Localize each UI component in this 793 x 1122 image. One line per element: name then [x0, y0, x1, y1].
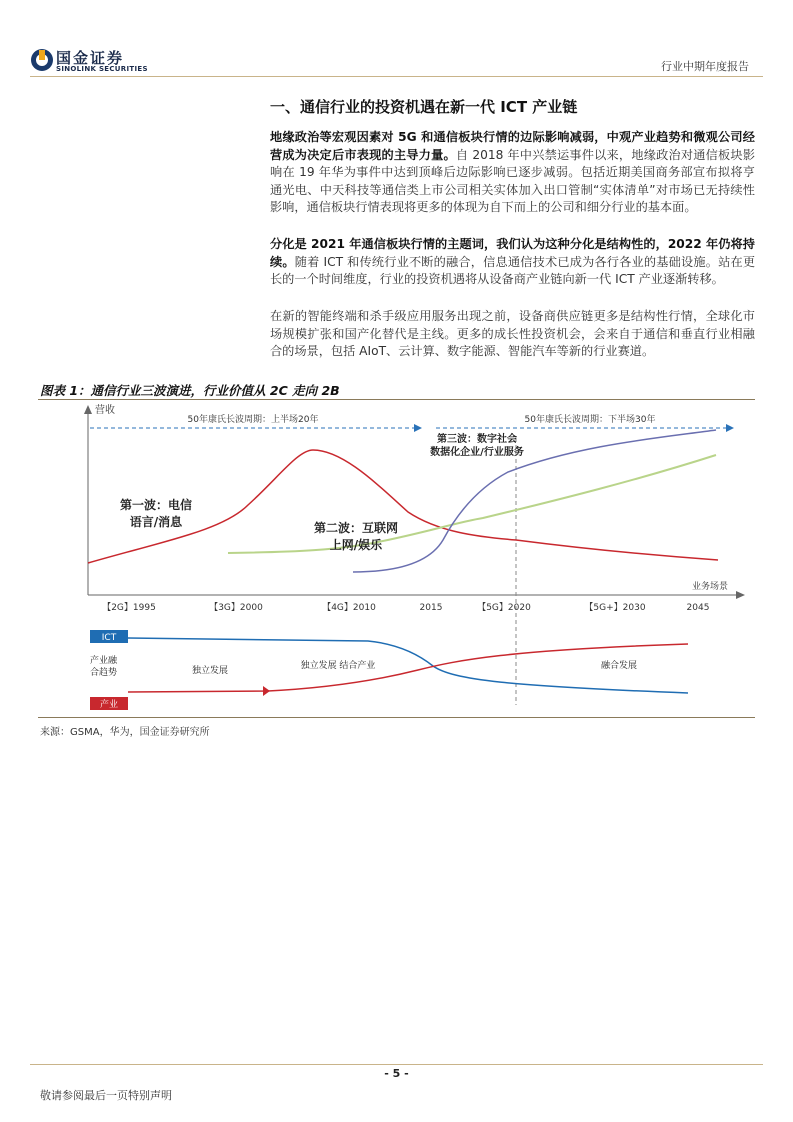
paragraph-1-text: 自 2018 年中兴禁运事件以来，地缘政治对通信板块影响在 19 年华为事件中达到顶峰后边际影响已逐步减弱。包括近期美国商务部宣布拟将亨通光电、中天科技等通信类上市公司相关实体加入出口管制“实体清单”对市场已无持续性影响，通信板块行情表现将更多的体现为自下而上的公司和细分行业的基本面。 — [270, 147, 756, 215]
stage-label-1: 独立发展 — [191, 666, 229, 676]
wave-3-line — [353, 430, 716, 572]
footer-divider — [30, 1064, 763, 1065]
x-tick-label: 【2G】1995 — [102, 603, 156, 613]
trend-row-label-1: 产业融 — [90, 656, 118, 666]
period-2-label: 50年康氏长波周期：下半场30年 — [524, 415, 656, 425]
wave-2-label: 第二波：互联网 — [313, 521, 399, 535]
x-axis-arrow-icon — [736, 591, 745, 599]
figure-source: 来源：GSMA，华为，国金证券研究所 — [40, 727, 210, 738]
x-tick-label: 【3G】2000 — [209, 603, 263, 613]
x-tick-label: 2045 — [686, 603, 710, 613]
header-divider — [30, 76, 763, 77]
industry-legend-label: 产业 — [99, 700, 119, 710]
ict-legend-label: ICT — [101, 633, 117, 643]
paragraph-3 — [270, 308, 755, 361]
period-2-arrowhead-icon — [726, 424, 734, 432]
period-1-label: 50年康氏长波周期：上半场20年 — [187, 415, 319, 425]
period-1-arrowhead-icon — [414, 424, 422, 432]
report-type: 行业中期年度报告 — [661, 60, 749, 73]
wave-1-label: 第一波：电信 — [119, 498, 193, 512]
paragraph-1-lead: 地缘政治等宏观因素对 5G 和通信板块行情的边际影响减弱，中观产业趋势和微观公司经营成为决定后市表现的主导力量。 — [270, 130, 755, 162]
logo-mark-icon — [30, 48, 54, 72]
wave-3-label: 第三波：数字社会 — [437, 434, 517, 445]
x-tick-label: 【5G+】2030 — [584, 603, 646, 613]
x-tick-labels — [102, 602, 709, 613]
page-number: - 5 - — [384, 1067, 409, 1080]
stage-label-2: 独立发展 结合产业 — [300, 661, 376, 671]
section-title: 一、通信行业的投资机遇在新一代 ICT 产业链 — [270, 98, 578, 116]
wave-3-sublabel: 数据化企业/行业服务 — [430, 447, 524, 458]
wave-2-line — [228, 455, 716, 553]
x-axis-label: 业务场景 — [691, 582, 728, 592]
trend-row-label-2: 合趋势 — [90, 668, 118, 678]
wave-1-sublabel: 语言/消息 — [129, 515, 183, 529]
y-axis-label: 营收 — [95, 405, 115, 416]
logo-text-en: SINOLINK SECURITIES — [56, 65, 148, 73]
y-axis-arrow-icon — [84, 405, 92, 414]
paragraph-2-lead: 分化是 2021 年通信板块行情的主题词，我们认为这种分化是结构性的，2022 年仍将持续。 — [270, 237, 755, 269]
x-tick-label: 【5G】2020 — [477, 603, 531, 613]
paragraph-3-text: 在新的智能终端和杀手级应用服务出现之前，设备商供应链更多是结构性行情，全球化市场规模扩张和国产化替代是主线。更多的成长性投资机会，会来自于通信和垂直行业相融合的场景，包括 AIoT、云计算、数字能源、智能汽车等新的行业赛道。 — [270, 309, 755, 359]
logo — [30, 48, 180, 74]
x-tick-label: 2015 — [419, 603, 443, 613]
industry-arrow-icon — [263, 686, 270, 696]
stage-label-3: 融合发展 — [600, 661, 638, 671]
disclaimer: 敬请参阅最后一页特别声明 — [40, 1089, 172, 1102]
logo-text: 国金证券 — [56, 49, 125, 67]
paragraph-2-text: 随着 ICT 和传统行业不断的融合，信息通信技术已成为各行各业的基础设施。站在更长的一个时间维度，行业的投资机遇将从设备商产业链向新一代 ICT 产业逐渐转移。 — [270, 254, 756, 287]
wave-2-sublabel: 上网/娱乐 — [329, 538, 383, 552]
paragraph-1 — [270, 129, 755, 217]
figure-rule-bottom — [38, 717, 755, 718]
x-tick-label: 【4G】2010 — [322, 603, 376, 613]
paragraph-2 — [270, 236, 755, 289]
figure-title: 图表 1：通信行业三波演进，行业价值从 2C 走向 2B — [40, 383, 340, 398]
three-waves-chart — [38, 400, 755, 717]
